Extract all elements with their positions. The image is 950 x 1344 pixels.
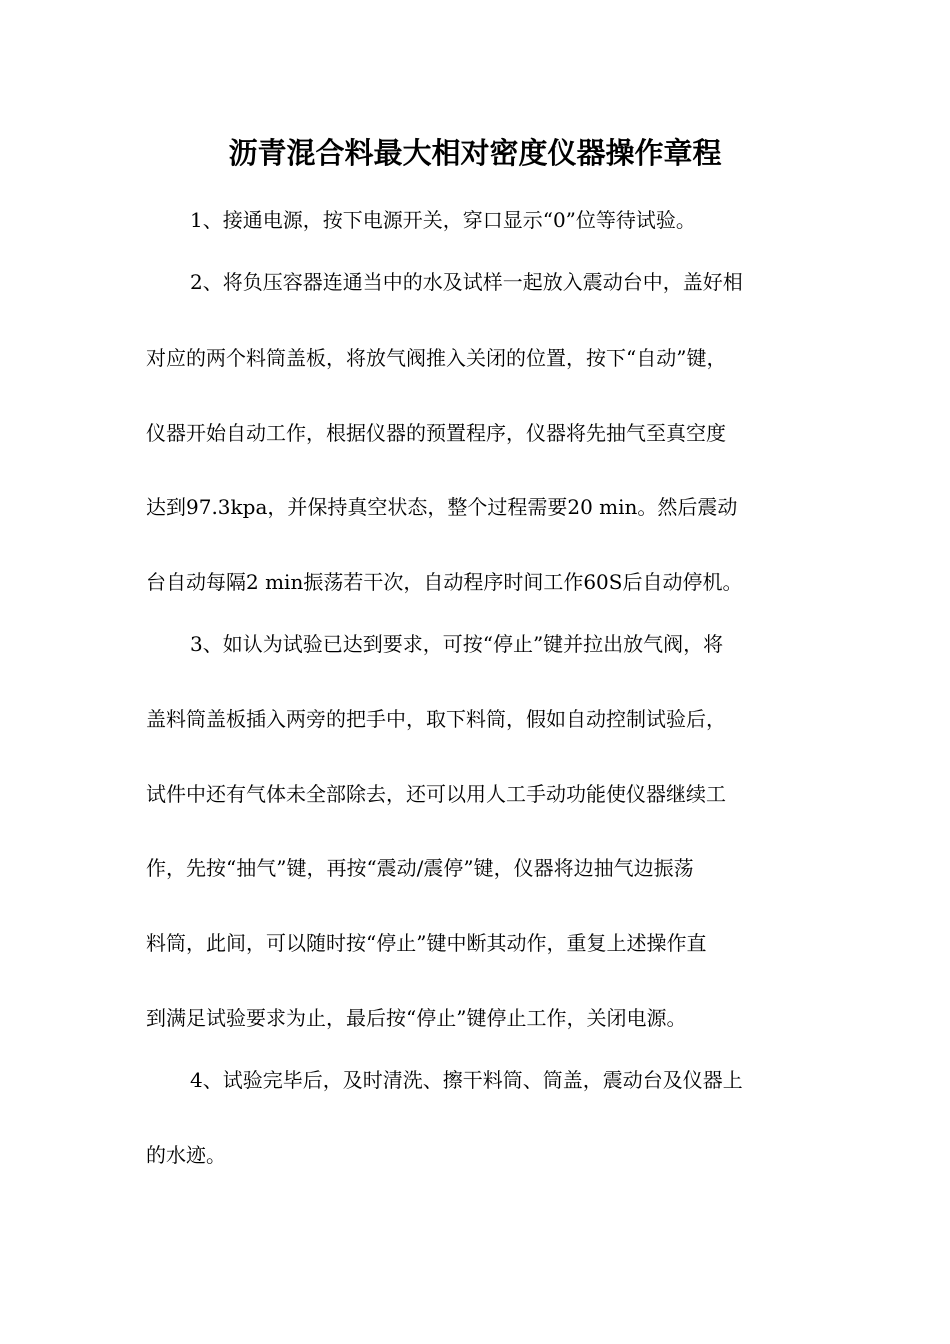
step-1-line-1: 1、接通电源，按下电源开关，穿口显示“0”位等待试验。 [190,208,696,232]
step-4-line-2: 的水迹。 [146,1143,226,1167]
document-title: 沥青混合料最大相对密度仪器操作章程 [228,136,722,170]
step-3-line-1: 3、如认为试验已达到要求，可按“停止”键并拉出放气阀，将 [190,632,724,656]
step-2-line-1: 2、将负压容器连通当中的水及试样一起放入震动台中，盖好相 [190,270,743,294]
step-4-line-1: 4、试验完毕后，及时清洗、擦干料筒、筒盖，震动台及仪器上 [190,1068,743,1092]
step-3-line-2: 盖料筒盖板插入两旁的把手中，取下料筒，假如自动控制试验后， [146,707,726,731]
step-2-line-5: 台自动每隔2 min振荡若干次，自动程序时间工作60S后自动停机。 [146,570,743,594]
step-3-line-3: 试件中还有气体未全部除去，还可以用人工手动功能使仪器继续工 [146,782,726,806]
step-2-line-4: 达到97.3kpa，并保持真空状态，整个过程需要20 min。然后震动 [146,495,738,519]
step-3-line-5: 料筒，此间，可以随时按“停止”键中断其动作，重复上述操作直 [146,931,707,955]
step-2-line-3: 仪器开始自动工作，根据仪器的预置程序，仪器将先抽气至真空度 [146,421,726,445]
step-3-line-4: 作，先按“抽气”键，再按“震动/震停”键，仪器将边抽气边振荡 [146,856,694,880]
step-2-line-2: 对应的两个料筒盖板，将放气阀推入关闭的位置，按下“自动”键， [146,346,727,370]
step-3-line-6: 到满足试验要求为止，最后按“停止”键停止工作，关闭电源。 [146,1006,687,1030]
